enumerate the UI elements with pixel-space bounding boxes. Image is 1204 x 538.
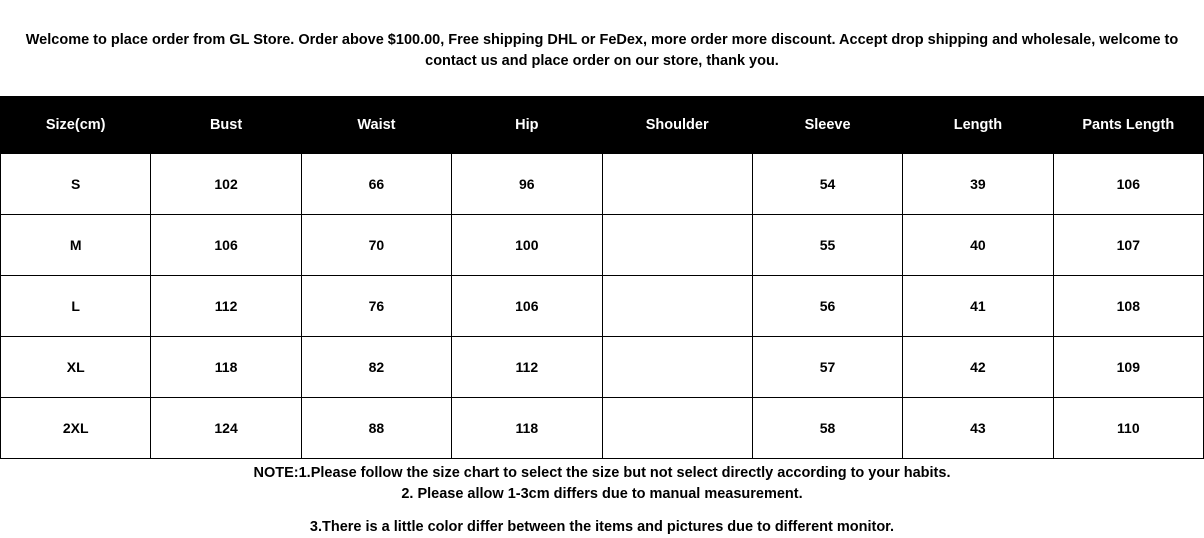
cell-length: 42 xyxy=(903,337,1053,398)
cell-waist: 76 xyxy=(301,276,451,337)
cell-size: L xyxy=(1,276,151,337)
cell-sleeve: 55 xyxy=(752,215,902,276)
cell-waist: 82 xyxy=(301,337,451,398)
cell-sleeve: 57 xyxy=(752,337,902,398)
column-header-hip: Hip xyxy=(452,97,602,154)
cell-length: 39 xyxy=(903,154,1053,215)
cell-hip: 118 xyxy=(452,398,602,459)
cell-size: XL xyxy=(1,337,151,398)
size-chart-table-wrapper xyxy=(0,96,1204,459)
cell-waist: 88 xyxy=(301,398,451,459)
cell-waist: 70 xyxy=(301,215,451,276)
table-body xyxy=(1,154,1204,459)
column-header-length: Length xyxy=(903,97,1053,154)
cell-shoulder xyxy=(602,276,752,337)
column-header-sleeve: Sleeve xyxy=(752,97,902,154)
cell-bust: 102 xyxy=(151,154,301,215)
cell-pants-length: 107 xyxy=(1053,215,1203,276)
cell-length: 40 xyxy=(903,215,1053,276)
welcome-message: Welcome to place order from GL Store. Order above $100.00, Free shipping DHL or FeDex, more order more discount. Accept drop shipping and wholesale, welcome to contact us and place order on our store, thank you. xyxy=(25,32,1179,70)
cell-size: S xyxy=(1,154,151,215)
note-line-1: NOTE:1.Please follow the size chart to select the size but not select directly according to your habits. xyxy=(253,465,951,482)
cell-length: 43 xyxy=(903,398,1053,459)
cell-size: M xyxy=(1,215,151,276)
cell-hip: 112 xyxy=(452,337,602,398)
table-row xyxy=(1,154,1204,215)
table-header xyxy=(1,97,1204,154)
cell-pants-length: 110 xyxy=(1053,398,1203,459)
cell-shoulder xyxy=(602,215,752,276)
cell-hip: 96 xyxy=(452,154,602,215)
cell-bust: 112 xyxy=(151,276,301,337)
table-row xyxy=(1,398,1204,459)
cell-sleeve: 54 xyxy=(752,154,902,215)
cell-pants-length: 108 xyxy=(1053,276,1203,337)
table-row xyxy=(1,215,1204,276)
column-header-shoulder: Shoulder xyxy=(602,97,752,154)
cell-shoulder xyxy=(602,398,752,459)
cell-bust: 118 xyxy=(151,337,301,398)
note-line-3: 3.There is a little color differ between the items and pictures due to different monitor. xyxy=(309,519,895,536)
table-header-row xyxy=(1,97,1204,154)
cell-bust: 124 xyxy=(151,398,301,459)
column-header-pants-length: Pants Length xyxy=(1053,97,1203,154)
column-header-bust: Bust xyxy=(151,97,301,154)
cell-size: 2XL xyxy=(1,398,151,459)
cell-sleeve: 56 xyxy=(752,276,902,337)
column-header-waist: Waist xyxy=(301,97,451,154)
cell-sleeve: 58 xyxy=(752,398,902,459)
size-chart-table xyxy=(0,96,1204,459)
cell-pants-length: 106 xyxy=(1053,154,1203,215)
cell-length: 41 xyxy=(903,276,1053,337)
cell-pants-length: 109 xyxy=(1053,337,1203,398)
note-line-2: 2. Please allow 1-3cm differs due to manual measurement. xyxy=(401,486,803,503)
cell-bust: 106 xyxy=(151,215,301,276)
cell-shoulder xyxy=(602,337,752,398)
column-header-size: Size(cm) xyxy=(1,97,151,154)
table-row xyxy=(1,337,1204,398)
cell-waist: 66 xyxy=(301,154,451,215)
cell-hip: 100 xyxy=(452,215,602,276)
notes-section xyxy=(0,463,1204,538)
table-row xyxy=(1,276,1204,337)
cell-hip: 106 xyxy=(452,276,602,337)
cell-shoulder xyxy=(602,154,752,215)
